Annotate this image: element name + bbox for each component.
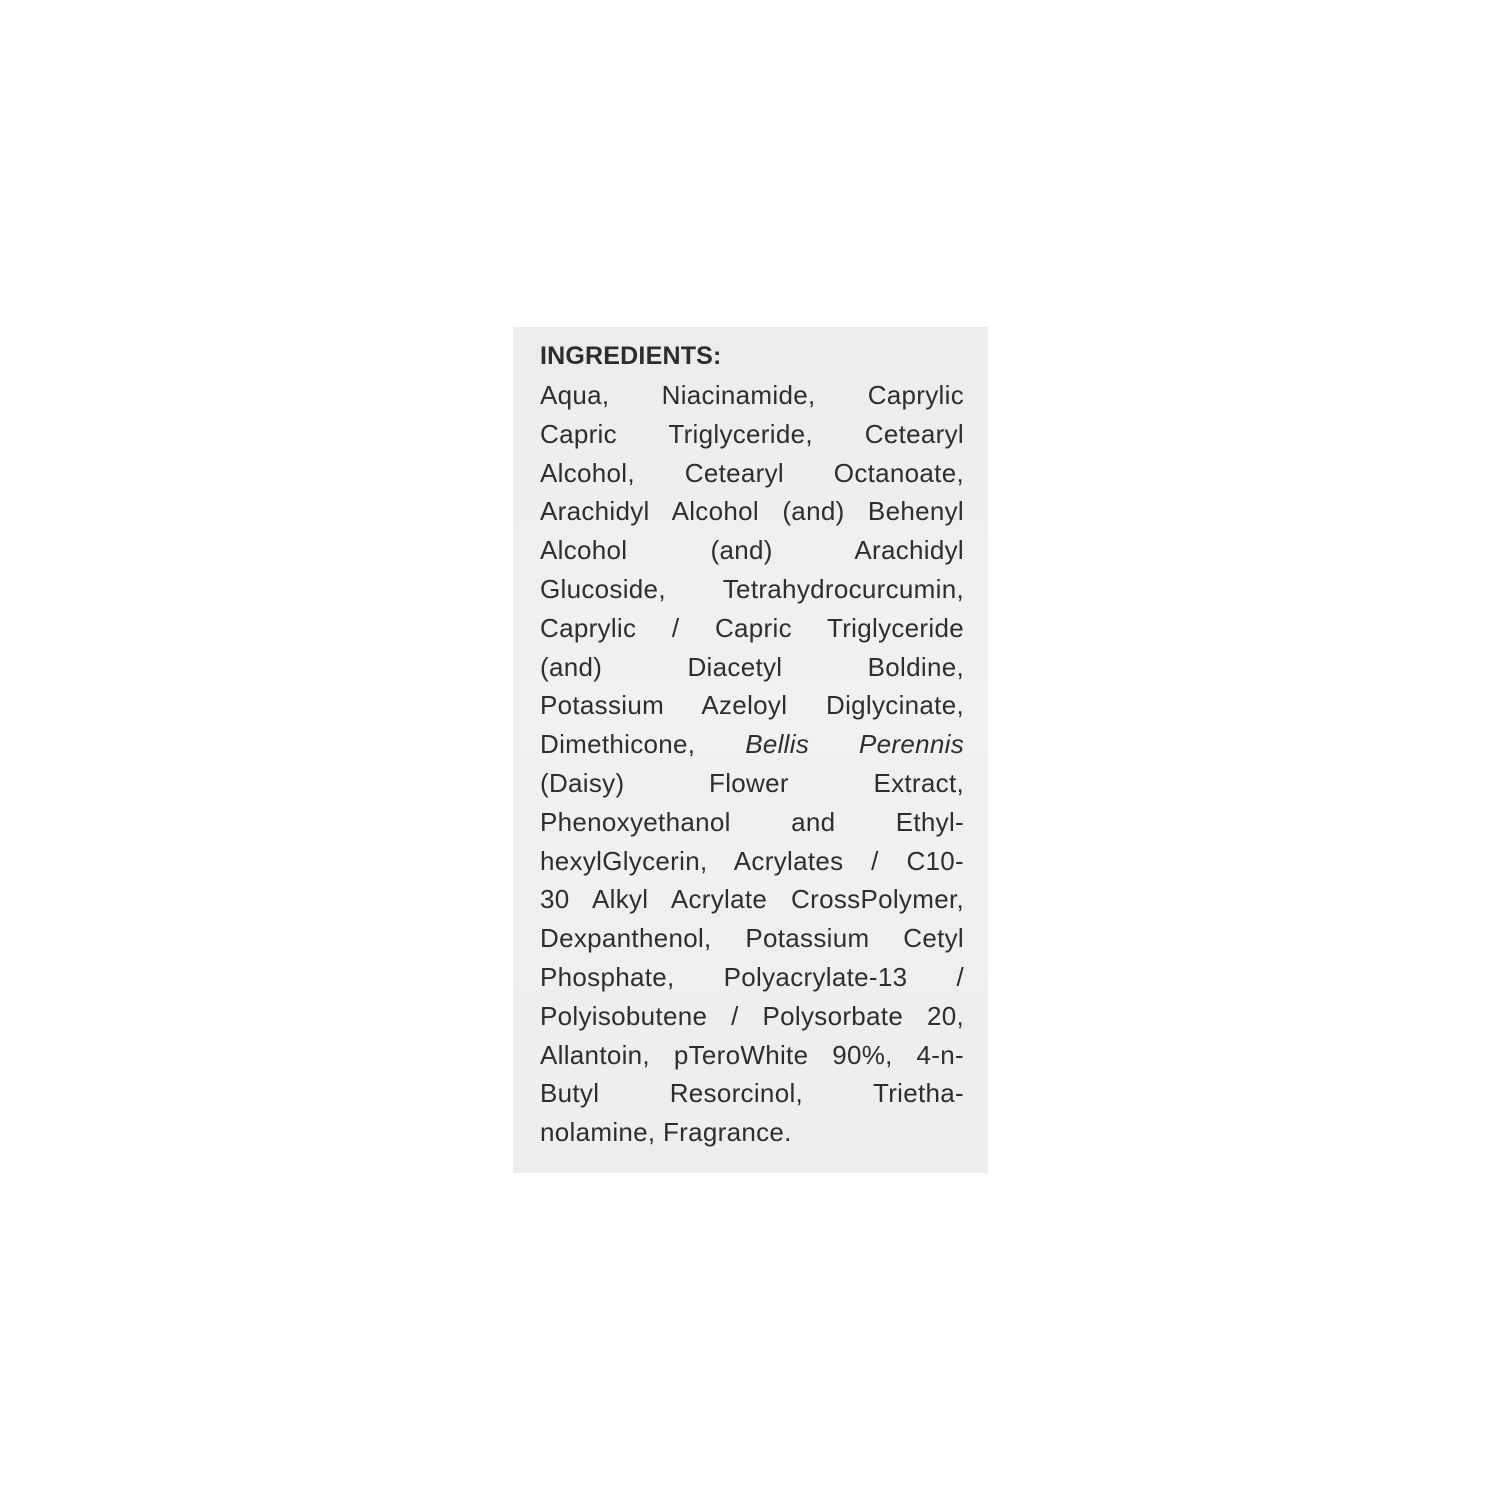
ingredient-line: (Daisy) Flower Extract, xyxy=(540,767,964,798)
ingredients-label xyxy=(513,327,988,1173)
ingredient-line: Alcohol (and) Arachidyl xyxy=(540,535,964,566)
ingredient-line: hexylGlycerin, Acrylates / C10- xyxy=(540,845,964,876)
ingredient-line: (and) Diacetyl Boldine, xyxy=(540,651,964,682)
ingredient-line: Allantoin, pTeroWhite 90%, 4-n- xyxy=(540,1039,964,1070)
ingredient-line: Alcohol, Cetearyl Octanoate, xyxy=(540,457,964,488)
ingredients-list xyxy=(540,376,964,1152)
ingredient-line: Butyl Resorcinol, Trietha- xyxy=(540,1078,964,1109)
ingredient-line-mixed xyxy=(540,725,964,764)
ingredient-line: Phosphate, Polyacrylate-13 / xyxy=(540,961,964,992)
ingredients-heading: INGREDIENTS: xyxy=(540,342,722,370)
ingredient-line: Capric Triglyceride, Cetearyl xyxy=(540,418,964,449)
ingredient-text: Dimethicone, xyxy=(540,729,696,760)
ingredient-line: Phenoxyethanol and Ethyl- xyxy=(540,806,964,837)
ingredient-line: Arachidyl Alcohol (and) Behenyl xyxy=(540,496,964,527)
ingredient-line: 30 Alkyl Acrylate CrossPolymer, xyxy=(540,884,964,915)
ingredient-botanical-name: Bellis Perennis xyxy=(745,729,964,760)
ingredient-line: nolamine, Fragrance. xyxy=(540,1117,792,1148)
ingredient-line: Dexpanthenol, Potassium Cetyl xyxy=(540,923,964,954)
ingredient-line: Caprylic / Capric Triglyceride xyxy=(540,612,964,643)
ingredient-line: Glucoside, Tetrahydrocurcumin, xyxy=(540,573,964,604)
ingredient-line: Potassium Azeloyl Diglycinate, xyxy=(540,690,964,721)
ingredient-line: Polyisobutene / Polysorbate 20, xyxy=(540,1000,964,1031)
ingredient-line: Aqua, Niacinamide, Caprylic xyxy=(540,380,964,410)
